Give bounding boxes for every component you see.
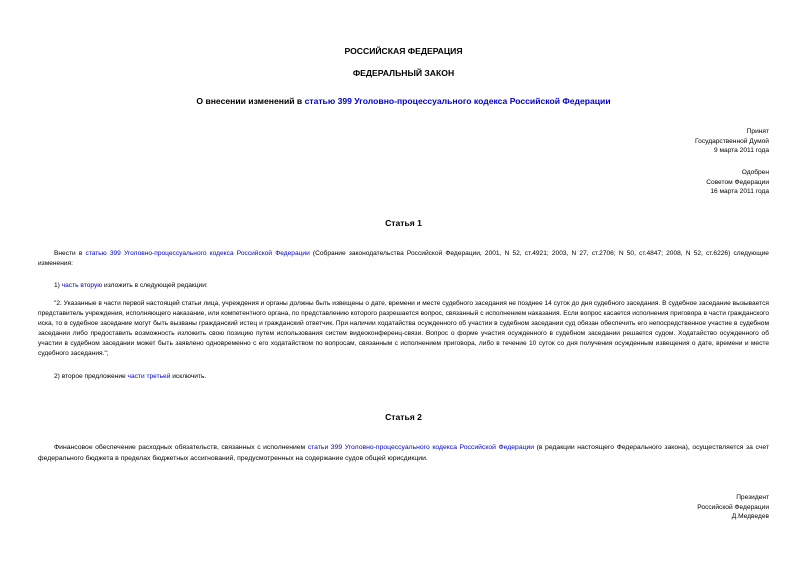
signature-country: Российской Федерации xyxy=(697,503,769,511)
accepted-date: 9 марта 2011 года xyxy=(714,147,769,155)
article-2-link[interactable]: статьи 399 Уголовно-процессуального кодекса Российской Федерации xyxy=(307,444,535,451)
approved-label: Одобрен xyxy=(741,169,769,176)
item-2-link[interactable]: части третьей xyxy=(127,373,171,380)
law-title-prefix: О внесении изменений в xyxy=(196,96,305,106)
article-2-prefix: Финансовое обеспечение расходных обязательств, связанных с исполнением xyxy=(54,444,308,451)
article-1-item-1 xyxy=(38,281,769,291)
article-1-item-2 xyxy=(38,372,769,382)
approved-block xyxy=(706,168,769,197)
intro-link[interactable]: статью 399 Уголовно-процессуального кодекса Российской Федерации xyxy=(85,250,310,257)
approved-date: 16 марта 2011 года xyxy=(710,188,769,196)
signature-name: Д.Медведев xyxy=(731,513,769,521)
signature-block xyxy=(697,493,769,522)
item-1-suffix: изложить в следующей редакции: xyxy=(102,282,208,289)
item-1-prefix: 1) xyxy=(54,282,62,289)
signature-title: Президент xyxy=(736,494,769,501)
accepted-block xyxy=(695,127,769,156)
item-2-prefix: 2) второе предложение xyxy=(54,373,128,380)
law-title xyxy=(0,96,807,106)
article-1-intro xyxy=(38,249,769,269)
article-2-suffix: (в редакции настоящего Федерального закона), осуществляется за счет федерального бюджета в пределах бюджетных ассигнований, предусмотренных на содержание судов общей юрисдикции. xyxy=(38,444,770,462)
accepted-label: Принят xyxy=(746,128,769,135)
law-type-heading: ФЕДЕРАЛЬНЫЙ ЗАКОН xyxy=(352,68,455,78)
law-title-link[interactable]: статью 399 Уголовно-процессуального кодекса Российской Федерации xyxy=(304,96,611,106)
approved-body: Советом Федерации xyxy=(706,178,769,186)
item-2-suffix: исключить. xyxy=(170,373,207,380)
article-1-quote: "2. Указанные в части первой настоящей статьи лица, учреждения и органы должны быть извещены о дате, времени и месте судебного заседания не позднее 14 суток до дня судебного заседания. В судебное заседание вызывается представитель учреждения, исполняющего наказание, или компетентного органа, по представлению которого разрешается вопрос, связанный с исполнением наказания. Если вопрос касается исполнения приговора в части гражданского иска, то в судебное заседание могут быть вызваны гражданский истец и гражданский ответчик. При наличии ходатайства осужденного об участии в судебном заседании суд обязан обеспечить его непосредственное участие в судебном заседании либо предоставить возможность изложить свою позицию путем использования систем видеоконференц-связи. Вопрос о форме участия осужденного в судебном заседании решается судом. Ходатайство осужденного об участии в судебном заседании может быть заявлено одновременно с его ходатайством по вопросам, связанным с исполнением приговора, либо в течение 10 суток со дня получения осужденным извещения о дате, времени и месте судебного заседания."; xyxy=(38,300,769,357)
article-2-heading: Статья 2 xyxy=(385,412,422,422)
article-2-text xyxy=(38,442,769,464)
intro-prefix: Внести в xyxy=(54,250,86,257)
article-1-heading: Статья 1 xyxy=(385,218,422,228)
item-1-link[interactable]: часть вторую xyxy=(61,282,103,289)
accepted-body: Государственной Думой xyxy=(695,137,769,145)
intro-suffix: (Собрание законодательства Российской Федерации, 2001, N 52, ст.4921; 2003, N 27, ст.2706; N 50, ст.4847; 2008, N 52, ст.6226) следующие изменения: xyxy=(38,250,769,267)
country-heading: РОССИЙСКАЯ ФЕДЕРАЦИЯ xyxy=(344,46,463,56)
